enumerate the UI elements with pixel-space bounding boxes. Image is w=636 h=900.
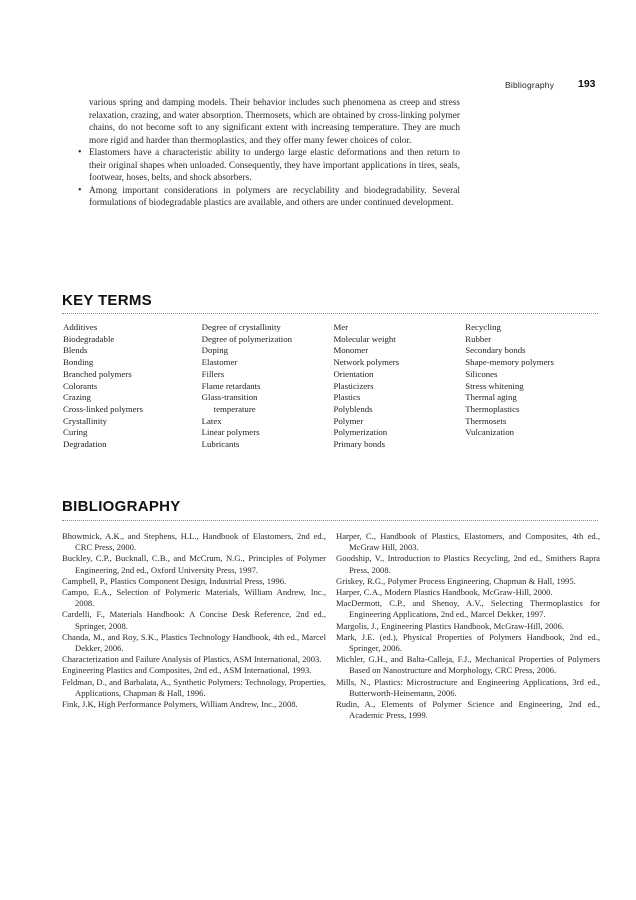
key-term: Biodegradable	[63, 333, 115, 344]
reference-entry: Harper, C., Handbook of Plastics, Elastomers, and Composites, 4th ed., McGraw Hill, 2003.	[336, 531, 600, 553]
bibliography-heading: BIBLIOGRAPHY	[62, 498, 181, 515]
reference-entry: Characterization and Failure Analysis of Plastics, ASM International, 2003.	[62, 654, 322, 665]
key-term: Bonding	[63, 357, 94, 368]
key-term: Plasticizers	[333, 380, 374, 391]
summary-bullet: • Elastomers have a characteristic ability to undergo large elastic deformations and then return to their original shapes when unloaded. Consequently, they have important applications in tires, seals, footwear, hoses, belts, and shock absorbers.	[60, 147, 460, 185]
key-terms-column	[465, 322, 597, 451]
key-term: Thermosets	[465, 415, 507, 426]
key-term: Fillers	[201, 368, 225, 379]
key-term: Lubricants	[201, 439, 240, 450]
key-term: Rubber	[465, 333, 492, 344]
key-terms-column	[202, 322, 334, 451]
reference-entry: Griskey, R.G., Polymer Process Engineering, Chapman & Hall, 1995.	[336, 575, 576, 586]
key-term: Silicones	[465, 368, 498, 379]
key-terms-rule	[62, 313, 598, 314]
reference-entry: Campo, E.A., Selection of Polymeric Materials, William Andrew, Inc., 2008.	[62, 587, 326, 609]
key-term: Curing	[63, 427, 88, 438]
key-term: Degradation	[63, 439, 107, 450]
key-term: Glass-transition	[201, 392, 258, 403]
key-term: Blends	[63, 345, 88, 356]
key-term: Latex	[201, 415, 222, 426]
key-term: Polyblends	[333, 403, 373, 414]
key-term: Additives	[63, 322, 98, 332]
key-term: Plastics	[333, 392, 361, 403]
key-term: Secondary bonds	[465, 345, 526, 356]
key-term: Polymerization	[333, 427, 388, 438]
reference-entry: Feldman, D., and Barbalata, A., Synthetic Polymers: Technology, Properties, Applications, Chapman & Hall, 1996.	[62, 676, 326, 698]
reference-entry: Campbell, P., Plastics Component Design, Industrial Press, 1996.	[62, 575, 287, 586]
bibliography-column-right	[336, 531, 600, 721]
key-term: Thermoplastics	[465, 403, 520, 414]
key-term: Thermal aging	[465, 392, 517, 403]
key-term: Crazing	[63, 392, 91, 403]
reference-entry: MacDermott, C.P., and Shenoy, A.V., Selecting Thermoplastics for Engineering Applications, 2nd ed., Marcel Dekker, 1997.	[336, 598, 600, 620]
page-number: 193	[578, 78, 596, 90]
key-terms-column	[63, 322, 202, 451]
reference-entry: Chanda, M., and Roy, S.K., Plastics Technology Handbook, 4th ed., Marcel Dekker, 2006.	[62, 631, 326, 654]
key-term: Recycling	[465, 322, 501, 332]
key-term: Polymer	[333, 415, 364, 426]
key-terms-heading: KEY TERMS	[62, 292, 152, 309]
key-term: Mer	[333, 322, 349, 332]
reference-entry: Harper, C.A., Modern Plastics Handbook, McGraw-Hill, 2000.	[336, 587, 553, 598]
key-term: Cross-linked polymers	[63, 403, 143, 414]
reference-entry: Margolis, J., Engineering Plastics Handbook, McGraw-Hill, 2006.	[336, 620, 565, 631]
reference-entry: Fink, J.K, High Performance Polymers, William Andrew, Inc., 2008.	[62, 699, 298, 710]
key-term: Network polymers	[333, 357, 400, 368]
key-term: Shape-memory polymers	[465, 357, 554, 368]
key-term: Crystallinity	[63, 415, 107, 426]
key-term: Stress whitening	[465, 380, 524, 391]
key-term: Branched polymers	[63, 368, 132, 379]
reference-entry: Goodship, V., Introduction to Plastics Recycling, 2nd ed., Smithers Rapra Press, 2008.	[336, 553, 600, 575]
reference-entry: Rudin, A., Elements of Polymer Science and Engineering, 2nd ed., Academic Press, 1999.	[336, 699, 600, 721]
reference-entry: Buckley, C.P., Bucknall, C.B., and McCrum, N.G., Principles of Polymer Engineering, 2nd ed., Oxford University Press, 1997.	[62, 553, 326, 575]
reference-entry: Cardelli, F., Materials Handbook: A Concise Desk Reference, 2nd ed., Springer, 2008.	[62, 609, 326, 631]
reference-entry: Engineering Plastics and Composites, 2nd ed., ASM International, 1993.	[62, 665, 312, 676]
key-term: Elastomer	[201, 357, 238, 368]
summary-bullet: • Among important considerations in polymers are recyclability and biodegradability. Several formulations of biodegradable plastics are available, and others are under continued development.	[60, 185, 460, 210]
key-term-continuation: temperature	[213, 403, 256, 414]
key-term: Vulcanization	[465, 427, 515, 438]
key-term: Degree of crystallinity	[201, 322, 281, 332]
key-term: Primary bonds	[333, 439, 385, 450]
key-term: Orientation	[333, 368, 374, 379]
bibliography-list	[62, 531, 600, 721]
reference-entry: Bhowmick, A.K., and Stephens, H.L., Handbook of Elastomers, 2nd ed., CRC Press, 2000.	[62, 531, 326, 553]
summary-continuation: various spring and damping models. Their behavior includes such phenomena as creep and stress relaxation, crazing, and water absorption. Thermosets, which are obtained by cross-linking polymer chains, do not become soft to any significant extent with increasing temperature. They are much more rigid and harder than thermoplastics, and they offer many fewer choices of color.	[89, 98, 460, 146]
key-terms-grid	[63, 322, 597, 451]
bibliography-column-left	[62, 531, 326, 721]
running-head: Bibliography	[505, 80, 555, 90]
key-term: Degree of polymerization	[201, 333, 293, 344]
key-term: Flame retardants	[201, 380, 261, 391]
key-term: Colorants	[63, 380, 98, 391]
key-terms-column	[333, 322, 465, 451]
summary-bullets	[60, 147, 460, 210]
key-term: Linear polymers	[201, 427, 260, 438]
reference-entry: Mark, J.E. (ed.), Physical Properties of Polymers Handbook, 2nd ed., Springer, 2006.	[336, 631, 600, 654]
key-term: Monomer	[333, 345, 369, 356]
bibliography-rule	[62, 520, 598, 521]
chapter-summary	[60, 97, 460, 210]
key-term: Doping	[201, 345, 229, 356]
key-term: Molecular weight	[333, 333, 396, 344]
reference-entry: Michler, G.H., and Balta-Calleja, F.J., Mechanical Properties of Polymers Based on Nanostructure and Morphology, CRC Press, 2006.	[336, 654, 600, 676]
reference-entry: Mills, N., Plastics: Microstructure and Engineering Applications, 3rd ed., Butterworth-Heinemann, 2006.	[336, 676, 600, 698]
